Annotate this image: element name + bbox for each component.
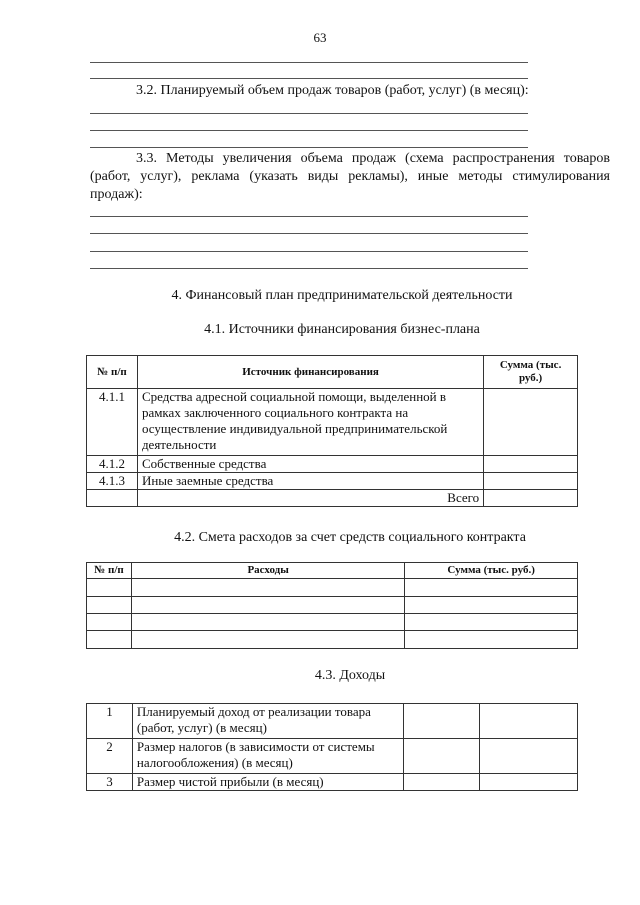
row-source: Иные заемные средства [137, 473, 483, 490]
blank-line [90, 147, 528, 148]
blank-line [90, 62, 528, 63]
table-row [87, 473, 578, 490]
row-number: 3 [87, 774, 133, 791]
row-number: 4.1.2 [87, 456, 138, 473]
table-row [87, 597, 578, 614]
table-row [87, 704, 578, 739]
row-label: Планируемый доход от реализации товара (работ, услуг) (в месяц) [132, 704, 404, 739]
total-empty-cell [87, 490, 138, 507]
section-4-2-title: 4.2. Смета расходов за счет средств социального контракта [174, 530, 526, 545]
section-4-3-title: 4.3. Доходы [314, 668, 386, 683]
section-3-3-text: 3.3. Методы увеличения объема продаж (схема распространения товаров (работ, услуг), реклама (указать виды рекламы), иные методы стимулирования продаж): [90, 151, 610, 202]
section-3-2-text: 3.2. Планируемый объем продаж товаров (работ, услуг) (в месяц): [136, 83, 529, 98]
total-row [87, 490, 578, 507]
page-number: 63 [313, 30, 327, 45]
section-4-title: 4. Финансовый план предпринимательской деятельности [171, 288, 513, 303]
table-row [87, 389, 578, 456]
table-row [87, 456, 578, 473]
row-number: 2 [87, 739, 133, 774]
table-row [87, 774, 578, 791]
table-row [87, 739, 578, 774]
table-row [87, 631, 578, 649]
blank-line [90, 216, 528, 217]
blank-line [90, 113, 528, 114]
row-label: Размер чистой прибыли (в месяц) [132, 774, 404, 791]
col-header-source: Источник финансирования [137, 356, 483, 389]
col-header-expenses: Расходы [131, 563, 404, 579]
col-header-number: № п/п [87, 563, 132, 579]
col-header-number: № п/п [87, 356, 138, 389]
col-header-sum: Сумма (тыс. руб.) [484, 356, 578, 389]
blank-line [90, 130, 528, 131]
table-row [87, 614, 578, 631]
row-sum [484, 389, 578, 456]
blank-line [90, 233, 528, 234]
row-number: 4.1.3 [87, 473, 138, 490]
total-sum [484, 490, 578, 507]
row-number: 4.1.1 [87, 389, 138, 456]
row-number: 1 [87, 704, 133, 739]
income-table [86, 703, 578, 791]
financing-sources-table [86, 355, 578, 507]
blank-line [90, 251, 528, 252]
total-label: Всего [137, 490, 483, 507]
section-4-1-title: 4.1. Источники финансирования бизнес-плана [204, 322, 480, 337]
row-sum [484, 456, 578, 473]
row-label: Размер налогов (в зависимости от системы налогообложения) (в месяц) [132, 739, 404, 774]
blank-line [90, 268, 528, 269]
row-source: Средства адресной социальной помощи, выделенной в рамках заключенного социального контракта на осуществление индивидуальной предпринимательской деятельности [137, 389, 483, 456]
table-row [87, 579, 578, 597]
row-sum [484, 473, 578, 490]
row-source: Собственные средства [137, 456, 483, 473]
col-header-sum: Сумма (тыс. руб.) [405, 563, 578, 579]
expenses-table [86, 562, 578, 649]
blank-line [90, 78, 528, 79]
